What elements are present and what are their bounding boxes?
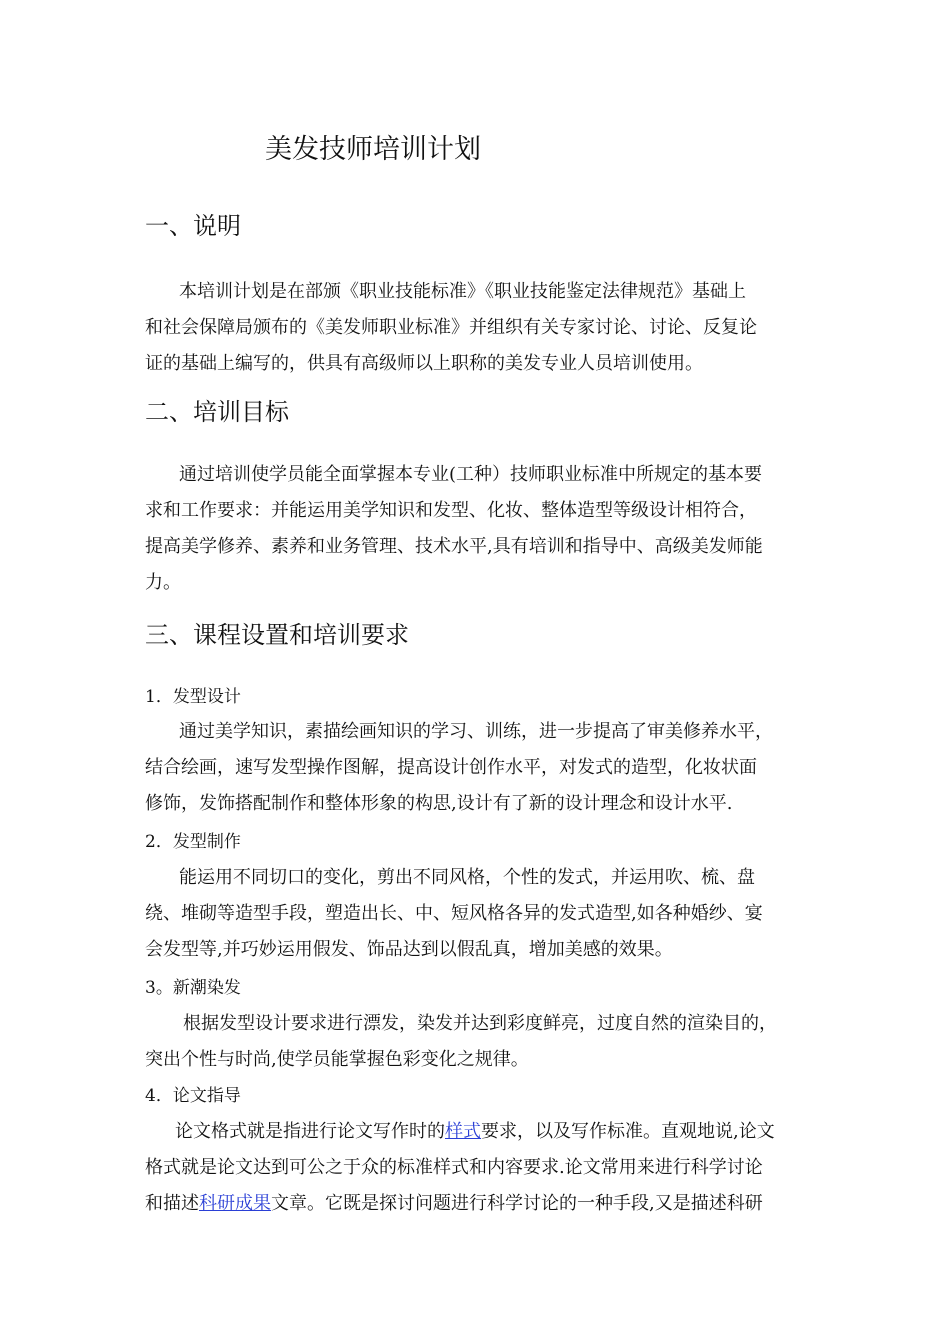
course-item-title: 3。新潮染发 [145,978,241,998]
paragraph-line: 通过培训使学员能全面掌握本专业(工种）技师职业标准中所规定的基本要 [179,464,763,485]
paragraph-line: 提高美学修养、素养和业务管理、技术水平,具有培训和指导中、高级美发师能 [145,536,763,557]
course-item-paragraph [145,714,815,822]
paragraph-text: 文章。它既是探讨问题进行科学讨论的一种手段,又是描述科研 [271,1193,763,1214]
document-title: 美发技师培训计划 [265,134,481,165]
paragraph-line: 根据发型设计要求进行漂发，染发并达到彩度鲜亮，过度自然的渲染目的， [183,1013,777,1034]
section-description-paragraph [145,274,815,382]
link-research-results[interactable]: 科研成果 [199,1193,271,1214]
paragraph-line: 格式就是论文达到可公之于众的标准样式和内容要求.论文常用来进行科学讨论 [145,1157,763,1178]
section-goals-paragraph [145,457,815,601]
paragraph-line: 修饰，发饰搭配制作和整体形象的构思,设计有了新的设计理念和设计水平. [145,793,733,814]
paragraph-line [145,1114,815,1150]
course-item-paragraph [145,860,815,968]
paragraph-line: 本培训计划是在部颁《职业技能标准》《职业技能鉴定法律规范》基础上 [179,281,746,302]
section-heading-courses: 三、课程设置和培训要求 [145,621,409,649]
course-item-title: 1．发型设计 [145,687,241,707]
course-item-title: 2．发型制作 [145,832,241,852]
paragraph-line: 证的基础上编写的，供具有高级师以上职称的美发专业人员培训使用。 [145,353,703,374]
section-heading-goals: 二、培训目标 [145,398,289,426]
paragraph-text: 要求，以及写作标准。直观地说,论文 [481,1121,775,1142]
course-item-paragraph [145,1006,815,1078]
paragraph-line [145,1186,815,1222]
paragraph-text: 和描述 [145,1193,199,1214]
section-heading-description: 一、说明 [145,212,241,240]
link-style[interactable]: 样式 [445,1121,481,1142]
paragraph-line: 会发型等,并巧妙运用假发、饰品达到以假乱真，增加美感的效果。 [145,939,673,960]
paragraph-line: 求和工作要求：并能运用美学知识和发型、化妆、整体造型等级设计相符合， [145,500,757,521]
course-item-paragraph [145,1114,815,1222]
paragraph-line: 突出个性与时尚,使学员能掌握色彩变化之规律。 [145,1049,529,1070]
paragraph-line: 通过美学知识，素描绘画知识的学习、训练，进一步提高了审美修养水平， [179,721,773,742]
paragraph-line: 绕、堆砌等造型手段，塑造出长、中、短风格各异的发式造型,如各种婚纱、宴 [145,903,763,924]
paragraph-line: 能运用不同切口的变化，剪出不同风格，个性的发式，并运用吹、梳、盘 [179,867,755,888]
paragraph-line: 结合绘画，速写发型操作图解，提高设计创作水平，对发式的造型，化妆状面 [145,757,757,778]
paragraph-line: 力。 [145,572,181,593]
paragraph-line: 和社会保障局颁布的《美发师职业标准》并组织有关专家讨论、讨论、反复论 [145,317,757,338]
paragraph-text: 论文格式就是指进行论文写作时的 [175,1121,445,1142]
course-item-title: 4．论文指导 [145,1086,241,1106]
